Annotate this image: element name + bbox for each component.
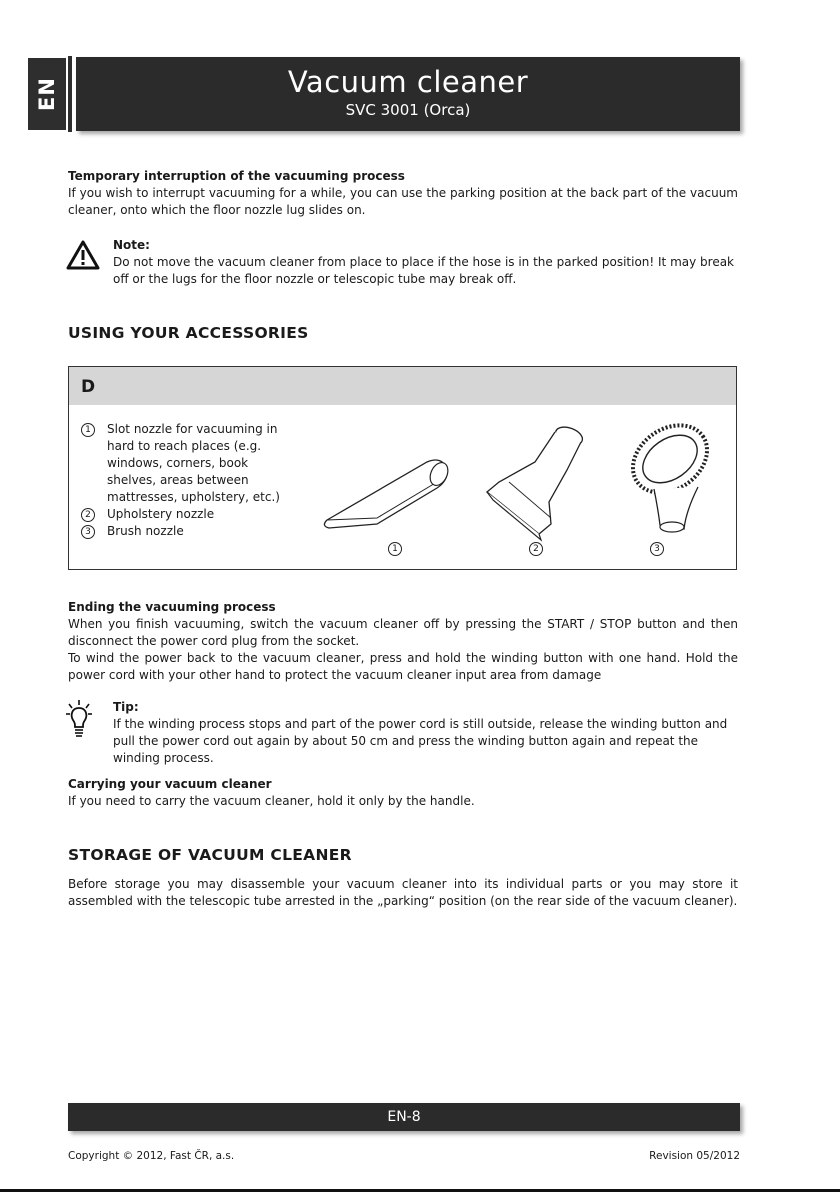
header-divider [68, 56, 72, 132]
storage-body: Before storage you may disassemble your vacuum cleaner into its individual parts or you may store it assembled with the telescopic tube arrested in the „parking“ position (on the rear side of the vacuum cleaner). [68, 877, 738, 908]
carrying-section [68, 776, 738, 810]
legend-item [81, 506, 296, 523]
interrupt-body: If you wish to interrupt vacuuming for a while, you can use the parking position at the back part of the vacuum cleaner, onto which the floor nozzle lug slides on. [68, 186, 738, 217]
revision-text: Revision 05/2012 [649, 1150, 740, 1162]
note-body: Do not move the vacuum cleaner from place to place if the hose is in the parked position! It may break off or the lugs for the floor nozzle or telescopic tube may break off. [113, 255, 734, 286]
accessories-figure [68, 366, 737, 570]
upholstery-nozzle-illustration [479, 422, 599, 542]
ending-paragraph: When you finish vacuuming, switch the vacuum cleaner off by pressing the START / STOP button and then disconnect the power cord plug from the socket. [68, 617, 738, 648]
note-block [113, 237, 738, 288]
ending-section [68, 599, 738, 684]
legend-text: Upholstery nozzle [107, 507, 215, 521]
lightbulb-icon [66, 700, 92, 742]
accessories-heading: USING YOUR ACCESSORIES [68, 324, 309, 342]
model-subtitle: SVC 3001 (Orca) [345, 101, 471, 119]
legend-number: 2 [81, 508, 95, 522]
page-number-bar [68, 1103, 740, 1131]
interrupt-section [68, 168, 738, 219]
tip-body: If the winding process stops and part of the power cord is still outside, release the winding button and pull the power cord out again by about 50 cm and press the winding button again and repeat the winding process. [113, 717, 728, 765]
warning-icon [66, 240, 100, 274]
legend-item [81, 523, 296, 540]
brush-nozzle-illustration [614, 417, 724, 542]
callout-number: 1 [388, 542, 402, 556]
figure-label: D [69, 367, 736, 405]
legend-number: 1 [81, 423, 95, 437]
ending-paragraph: To wind the power back to the vacuum cleaner, press and hold the winding button with one hand. Hold the power cord with your other hand to protect the vacuum cleaner input area from damage [68, 651, 738, 682]
slot-nozzle-illustration [319, 452, 459, 537]
callout-number: 2 [529, 542, 543, 556]
carrying-body: If you need to carry the vacuum cleaner, hold it only by the handle. [68, 794, 475, 808]
accessories-legend [81, 421, 296, 540]
page-title: Vacuum cleaner [287, 65, 529, 99]
legend-text: Brush nozzle [107, 524, 184, 538]
callout-number: 3 [650, 542, 664, 556]
ending-heading: Ending the vacuuming process [68, 600, 276, 614]
carrying-heading: Carrying your vacuum cleaner [68, 777, 272, 791]
copyright-text: Copyright © 2012, Fast ČR, a.s. [68, 1150, 235, 1162]
tip-label: Tip: [113, 700, 139, 714]
legend-item [81, 421, 296, 506]
interrupt-heading: Temporary interruption of the vacuuming process [68, 169, 405, 183]
tip-block [113, 699, 738, 767]
page-number: EN-8 [387, 1109, 421, 1125]
legend-number: 3 [81, 525, 95, 539]
language-label: EN [35, 77, 59, 111]
title-banner [76, 57, 740, 131]
storage-heading: STORAGE OF VACUUM CLEANER [68, 846, 352, 864]
legend-text: Slot nozzle for vacuuming in hard to reach places (e.g. windows, corners, book shelves, areas between mattresses, upholstery, etc.) [107, 422, 280, 504]
note-label: Note: [113, 238, 150, 252]
language-tab [28, 58, 66, 130]
